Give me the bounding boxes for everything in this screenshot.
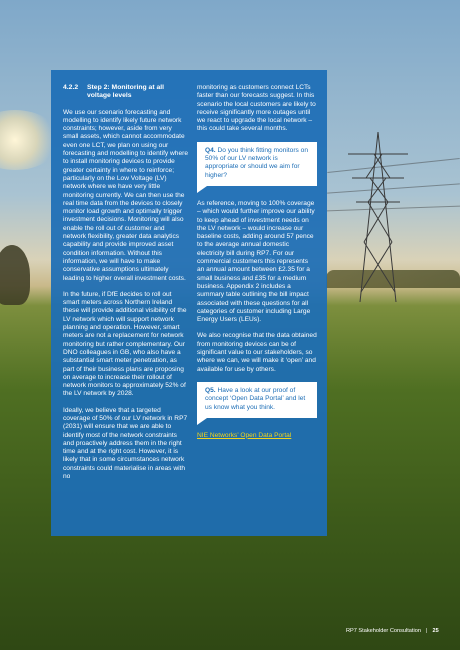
page-footer bbox=[346, 628, 439, 634]
page-number: 25 bbox=[432, 628, 439, 634]
footer-separator: | bbox=[425, 628, 427, 634]
question-label: Q4. bbox=[205, 146, 216, 154]
footer-title: RP7 Stakeholder Consultation bbox=[346, 628, 421, 634]
section-title: Step 2: Monitoring at all voltage levels bbox=[87, 84, 165, 100]
body-paragraph: Ideally, we believe that a targeted coverage of 50% of our LV network in RP7 (2031) will ensure that we are able to identify most of the network constraints and proactively address them in the right time and at the right cost. However, it is likely that in some circumstances network constraints could materialise in areas with no bbox=[63, 406, 188, 481]
question-text: Do you think fitting monitors on 50% of our LV network is appropriate or should we aim for higher? bbox=[205, 146, 308, 179]
open-data-portal-link[interactable]: NIE Networks’ Open Data Portal bbox=[197, 431, 292, 439]
left-column bbox=[63, 84, 188, 489]
body-paragraph: We also recognise that the data obtained from monitoring devices can be of significant value to our stakeholders, so where we can, we will make it ‘open’ and available for use by others. bbox=[197, 332, 317, 373]
body-paragraph: monitoring as customers connect LCTs faster than our forecasts suggest. In this scenario the local customers are likely to receive significantly more outages until we react to upgrade the local network – this could take several months. bbox=[197, 84, 316, 133]
content-panel bbox=[51, 70, 327, 536]
section-number: 4.2.2 bbox=[63, 84, 79, 91]
question-label: Q5. bbox=[205, 386, 216, 394]
question-box-q5 bbox=[197, 382, 317, 418]
body-paragraph: We use our scenario forecasting and modelling to identify likely future network constraints; however, aside from very small assets, which cannot accommodate even one LCT, we plan on using our forecasting and modelling to identify where to install monitoring devices to provide greater certainty in where to reinforce; particularly on the Low Voltage (LV) network where we have very little monitoring currently. We can then use the real time data from the devices to closely monitor load growth and optimally trigger investment decisions. Monitoring will also enable the roll out of customer and network flexibility, greater data analytics capability and provide improved asset condition information. Without this information, we will have to make conservative assumptions ultimately leading to higher overall investment costs. bbox=[63, 108, 188, 282]
body-paragraph: In the future, if DfE decides to roll out smart meters across Northern Ireland these will provide additional visibility of the LV network which will support network planning and operation. However, smart meters are not a replacement for network monitoring but rather complementary. Our DNO colleagues in GB, who also have a substantial smart meter penetration, as part of their business plans are proposing on average to increase their rollout of network monitors to approximately 52% of the LV network by 2028. bbox=[63, 290, 187, 398]
question-text: Have a look at our proof of concept ‘Open Data Portal’ and let us know what you think. bbox=[205, 386, 306, 411]
section-heading bbox=[63, 84, 188, 101]
question-box-q4 bbox=[197, 142, 317, 186]
right-column bbox=[197, 84, 317, 440]
electricity-pylon bbox=[348, 132, 408, 302]
body-paragraph: As reference, moving to 100% coverage – which would further improve our ability to keep ahead of investment needs on the LV network – would increase our baseline costs, adding around 57 pence to the average annual domestic electricity bill during RP7. For our commercial customers this represents an annual amount between £2.35 for a small business and £35 for a medium business. Appendix 2 includes a summary table outlining the bill impact associated with these questions for all categories of customer including Large Energy Users (LEUs). bbox=[197, 199, 315, 324]
